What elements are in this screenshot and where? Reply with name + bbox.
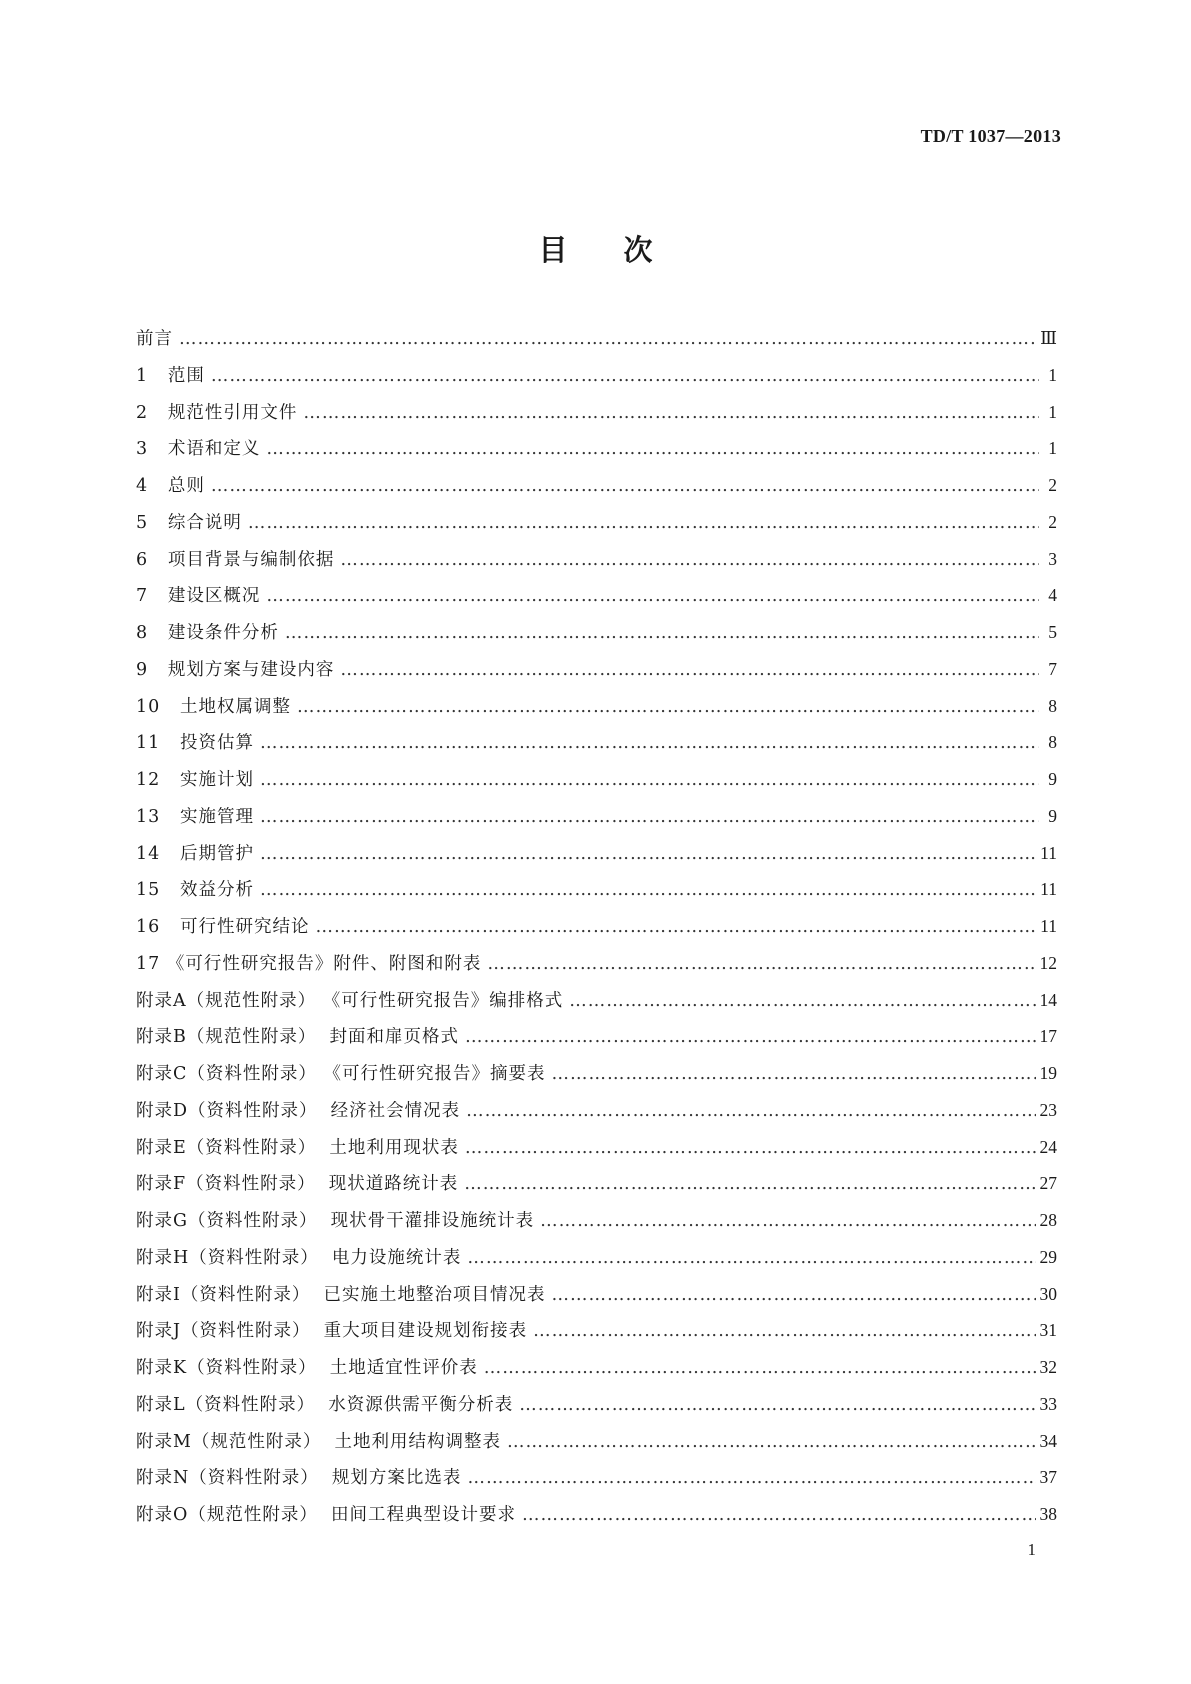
- toc-entry[interactable]: [136, 950, 1057, 987]
- toc-dot-leader: [260, 807, 1039, 827]
- toc-entry-label: 附录F（资料性附录） 现状道路统计表: [136, 1174, 459, 1195]
- toc-entry-label: 附录B（规范性附录） 封面和扉页格式: [136, 1027, 459, 1048]
- toc-dot-leader: [522, 1505, 1036, 1525]
- toc-entry-page: 31: [1039, 1320, 1057, 1341]
- toc-entry-page: 1: [1048, 438, 1057, 459]
- toc-dot-leader: [467, 1468, 1035, 1488]
- toc-entry-page: 2: [1048, 511, 1057, 532]
- toc-dot-leader: [540, 1211, 1035, 1231]
- toc-entry[interactable]: [136, 876, 1057, 913]
- toc-entry-page: 8: [1048, 732, 1057, 753]
- toc-entry-label: 附录D（资料性附录） 经济社会情况表: [136, 1100, 461, 1121]
- toc-dot-leader: [552, 1285, 1036, 1305]
- toc-entry-page: 11: [1040, 916, 1057, 936]
- page-title: 目次: [538, 233, 709, 267]
- toc-entry-page: 19: [1039, 1063, 1057, 1083]
- toc-entry[interactable]: [136, 840, 1057, 877]
- toc-entry[interactable]: [136, 1097, 1057, 1134]
- toc-dot-leader: [266, 586, 1039, 606]
- toc-entry[interactable]: [136, 362, 1057, 399]
- toc-entry-label: 附录O（规范性附录） 田间工程典型设计要求: [136, 1505, 516, 1525]
- toc-dot-leader: [551, 1064, 1035, 1084]
- toc-dot-leader: [507, 1432, 1035, 1452]
- toc-entry-label: 16 可行性研究结论: [136, 917, 310, 937]
- toc-dot-leader: [248, 513, 1039, 533]
- toc-entry[interactable]: [136, 435, 1057, 472]
- toc-dot-leader: [487, 954, 1035, 974]
- toc-entry[interactable]: [136, 399, 1057, 436]
- toc-entry-page: 24: [1039, 1136, 1057, 1157]
- toc-entry-page: 17: [1039, 1026, 1057, 1047]
- toc-entry[interactable]: [136, 1317, 1057, 1354]
- toc-dot-leader: [465, 1027, 1036, 1047]
- toc-dot-leader: [179, 329, 1036, 349]
- toc-entry-label: 附录I（资料性附录） 已实施土地整治项目情况表: [136, 1284, 546, 1305]
- toc-entry-page: 38: [1039, 1504, 1057, 1524]
- toc-dot-leader: [285, 623, 1039, 643]
- toc-entry-label: 15 效益分析: [136, 880, 254, 901]
- toc-entry-page: 11: [1040, 842, 1057, 863]
- toc-entry[interactable]: [136, 1244, 1057, 1281]
- toc-dot-leader: [519, 1395, 1035, 1415]
- toc-entry-page: 29: [1039, 1246, 1057, 1267]
- toc-dot-leader: [260, 880, 1036, 900]
- toc-dot-leader: [260, 844, 1036, 864]
- toc-entry-label: 附录L（资料性附录） 水资源供需平衡分析表: [136, 1394, 514, 1415]
- toc-entry-label: 附录A（规范性附录） 《可行性研究报告》编排格式: [136, 990, 564, 1011]
- toc-entry-label: 附录G（资料性附录） 现状骨干灌排设施统计表: [136, 1211, 535, 1231]
- toc-entry[interactable]: [136, 325, 1057, 362]
- toc-entry-page: 23: [1039, 1099, 1057, 1120]
- toc-entry-label: 4 总则: [136, 476, 205, 496]
- toc-entry-page: Ⅲ: [1040, 328, 1057, 348]
- toc-entry-label: 附录K（资料性附录） 土地适宜性评价表: [136, 1358, 478, 1378]
- toc-entry-page: 3: [1048, 548, 1057, 569]
- toc-entry-page: 14: [1039, 989, 1057, 1010]
- toc-entry-label: 附录J（资料性附录） 重大项目建设规划衔接表: [136, 1321, 528, 1342]
- toc-entry-page: 28: [1039, 1210, 1057, 1230]
- toc-entry[interactable]: [136, 472, 1057, 509]
- table-of-contents: [136, 325, 1057, 1538]
- toc-entry[interactable]: [136, 693, 1057, 730]
- toc-entry[interactable]: [136, 803, 1057, 840]
- toc-entry-page: 12: [1039, 952, 1057, 973]
- toc-entry[interactable]: [136, 1023, 1057, 1060]
- toc-entry-page: 2: [1048, 475, 1057, 495]
- toc-entry-page: 8: [1048, 695, 1057, 716]
- toc-dot-leader: [569, 991, 1035, 1011]
- toc-entry-label: 3 术语和定义: [136, 439, 261, 460]
- toc-entry-label: 12 实施计划: [136, 770, 254, 790]
- standard-code: TD/T 1037—2013: [920, 126, 1061, 146]
- toc-entry[interactable]: [136, 1281, 1057, 1318]
- toc-entry-label: 13 实施管理: [136, 806, 254, 827]
- toc-entry-page: 9: [1048, 805, 1057, 826]
- toc-dot-leader: [340, 660, 1039, 680]
- toc-entry[interactable]: [136, 1428, 1057, 1465]
- toc-entry[interactable]: [136, 1207, 1057, 1244]
- toc-entry-label: 附录N（资料性附录） 规划方案比选表: [136, 1468, 462, 1489]
- toc-entry-page: 4: [1048, 585, 1057, 606]
- toc-entry[interactable]: [136, 1354, 1057, 1391]
- toc-entry-label: 附录M（规范性附录） 土地利用结构调整表: [136, 1431, 502, 1452]
- toc-entry-label: 5 综合说明: [136, 512, 242, 533]
- toc-entry-label: 7 建设区概况: [136, 586, 261, 607]
- toc-entry[interactable]: [136, 1060, 1057, 1097]
- toc-entry-label: 9 规划方案与建设内容: [136, 659, 335, 680]
- toc-entry-page: 9: [1048, 769, 1057, 789]
- toc-entry[interactable]: [136, 766, 1057, 803]
- toc-dot-leader: [297, 697, 1039, 717]
- toc-entry-page: 7: [1048, 658, 1057, 679]
- toc-entry-page: 34: [1039, 1430, 1057, 1451]
- toc-dot-leader: [260, 733, 1039, 753]
- toc-entry-label: 8 建设条件分析: [136, 623, 279, 643]
- toc-entry[interactable]: [136, 913, 1057, 950]
- toc-dot-leader: [260, 770, 1039, 790]
- toc-entry-label: 附录H（资料性附录） 电力设施统计表: [136, 1247, 462, 1268]
- toc-entry[interactable]: [136, 1501, 1057, 1538]
- toc-dot-leader: [533, 1321, 1035, 1341]
- toc-dot-leader: [211, 476, 1039, 496]
- toc-entry[interactable]: [136, 1134, 1057, 1171]
- toc-entry-label: 17 《可行性研究报告》附件、附图和附表: [136, 953, 482, 974]
- toc-entry-page: 33: [1039, 1393, 1057, 1414]
- toc-entry[interactable]: [136, 1391, 1057, 1428]
- toc-entry-page: 1: [1048, 401, 1057, 422]
- toc-dot-leader: [464, 1174, 1035, 1194]
- toc-entry[interactable]: [136, 619, 1057, 656]
- toc-entry[interactable]: [136, 1464, 1057, 1501]
- toc-entry-label: 附录E（资料性附录） 土地利用现状表: [136, 1137, 459, 1158]
- toc-dot-leader: [266, 439, 1039, 459]
- toc-entry-page: 5: [1048, 622, 1057, 642]
- toc-entry[interactable]: [136, 656, 1057, 693]
- toc-entry-page: 30: [1039, 1283, 1057, 1304]
- toc-entry-page: 32: [1039, 1357, 1057, 1377]
- toc-entry-page: 37: [1039, 1467, 1057, 1488]
- toc-entry-label: 10 土地权属调整: [136, 696, 291, 717]
- toc-entry[interactable]: [136, 582, 1057, 619]
- toc-entry[interactable]: [136, 987, 1057, 1024]
- toc-entry-label: 前言: [136, 329, 173, 349]
- toc-dot-leader: [303, 403, 1039, 423]
- toc-entry-label: 6 项目背景与编制依据: [136, 549, 335, 570]
- page-number: 1: [1027, 1540, 1036, 1559]
- toc-entry-page: 11: [1040, 879, 1057, 900]
- toc-entry[interactable]: [136, 729, 1057, 766]
- toc-dot-leader: [315, 917, 1036, 937]
- toc-dot-leader: [467, 1248, 1035, 1268]
- toc-entry-label: 14 后期管护: [136, 843, 254, 864]
- toc-entry-label: 11 投资估算: [136, 733, 254, 754]
- toc-entry-label: 1 范围: [136, 365, 205, 386]
- toc-entry-page: 27: [1039, 1173, 1057, 1194]
- toc-entry[interactable]: [136, 1170, 1057, 1207]
- toc-entry[interactable]: [136, 546, 1057, 583]
- toc-dot-leader: [340, 550, 1039, 570]
- toc-dot-leader: [465, 1138, 1036, 1158]
- toc-entry-label: 附录C（资料性附录） 《可行性研究报告》摘要表: [136, 1064, 546, 1084]
- toc-entry-page: 1: [1048, 364, 1057, 385]
- toc-entry-label: 2 规范性引用文件: [136, 402, 298, 423]
- toc-dot-leader: [211, 366, 1039, 386]
- toc-dot-leader: [484, 1358, 1036, 1378]
- toc-dot-leader: [466, 1101, 1035, 1121]
- toc-entry[interactable]: [136, 509, 1057, 546]
